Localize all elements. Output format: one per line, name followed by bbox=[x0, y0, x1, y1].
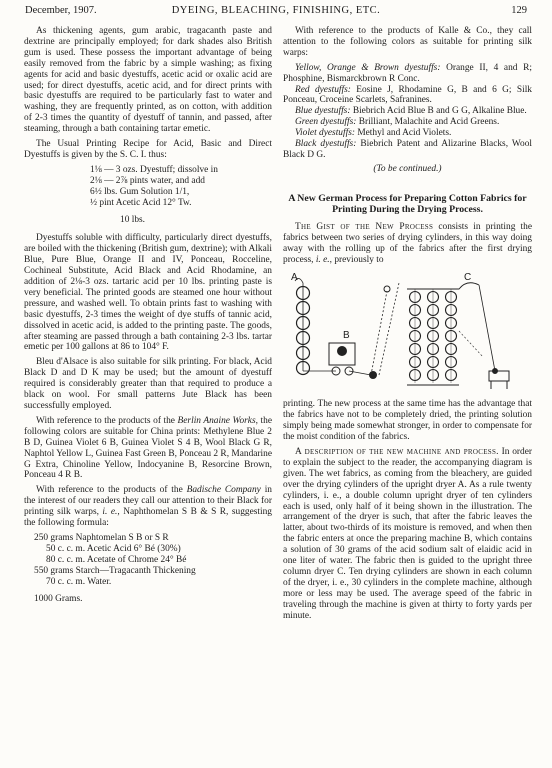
dyestuff-entry bbox=[283, 63, 532, 85]
paragraph-recipe-intro: The Usual Printing Recipe for Acid, Basic and Direct Dyestuffs is given by the S. C. I. thus: bbox=[24, 139, 272, 160]
dyestuff-entry bbox=[283, 106, 532, 117]
dyestuff-text: Brilliant, Malachite and Acid Greens. bbox=[356, 117, 500, 128]
paragraph-thickening: As thickening agents, gum arabic, tragacanth paste and dextrine are principally employed; for dark shades also British gum is used. These possess the important advantage of being easily removed from the fabric by a simple washing; as fixing agents for acid and basic dyestuffs, acetic acid or oxalic acid are used; for direct dyestuffs, acetic acid, and for direct prints with basic dyestuffs are required to be particularly fast to water and washing, they are frequently printed, as on cotton, with addition of 2-3 times the quantity of dyestuff of tannin, and passed, after steaming, through a bath containing tartar emetic. bbox=[24, 26, 272, 135]
fabric-path bbox=[459, 331, 483, 357]
label-c: C bbox=[464, 272, 472, 284]
paragraph-gist bbox=[283, 222, 532, 266]
formula-line: 50 c. c. m. Acetic Acid 6° Bé (30%) bbox=[46, 543, 181, 554]
formula bbox=[34, 533, 272, 604]
formula-line: 550 grams Starch—Tragacanth Thickening bbox=[34, 565, 196, 576]
dyestuff-label: Violet dyestuffs: bbox=[295, 128, 355, 139]
page-number: 129 bbox=[511, 5, 527, 16]
fabric-path bbox=[479, 285, 495, 371]
dyestuff-entry bbox=[283, 85, 532, 107]
text-span: , the following colors are suitable for China prints: Methylene Blue 2 B D, Guinea Violet 6 B, Guinea Violet S 4 B, Wool Black G R, Naphtol Yellow L, Guinea Fast Green B, Ponceau 2 R, Mandarine G Extra, Chinoline Yellow, Indocyanine B, Resorcine Brown, Ponceau 4 R B. bbox=[24, 415, 272, 481]
paragraph-bleu-alsace: Bleu d'Alsace is also suitable for silk printing. For black, Acid Black D and D K may be used; but the amount of dyestuff required is considerably greater than that required to produce a black on wool. For small patterns Jute Black has been successfully employed. bbox=[24, 357, 272, 411]
dyestuff-entry bbox=[283, 117, 532, 128]
dyestuff-text: Biebrich Patent and Alizarine Blacks, Wool Black D G. bbox=[283, 139, 532, 160]
dyestuff-entry bbox=[283, 139, 532, 161]
dyestuff-text: Orange II, 4 and R; Phosphine, Bismarckbrown R Conc. bbox=[283, 62, 532, 84]
paragraph-berlin bbox=[24, 416, 272, 481]
recipe-line: ½ pint Acetic Acid 12° Tw. bbox=[90, 197, 192, 208]
take-up-table bbox=[489, 371, 509, 381]
text-span: With reference to the products of the bbox=[36, 415, 178, 426]
lead-in: The Gist of the New Process bbox=[295, 221, 434, 232]
dyestuff-label: Yellow, Orange & Brown dyestuffs: bbox=[295, 62, 441, 73]
guide-roller bbox=[493, 369, 498, 374]
lead-in: A description of the new machine and process. bbox=[295, 447, 499, 458]
text-span: in the interest of our readers they call our attention to their Black for printing silk warps, bbox=[24, 485, 272, 518]
paragraph-printing: printing. The new process at the same time has the advantage that the fabrics have not to be completely dried, the printing solution simply being made somewhat stronger, in order to compensate for the moist condition of the fabrics. bbox=[283, 399, 532, 443]
diagram-drawing bbox=[283, 271, 532, 395]
recipe-line: 2⅛ — 2⅞ pints water, and add bbox=[90, 175, 205, 186]
fabric-path bbox=[371, 291, 387, 375]
dyestuff-label: Green dyestuffs: bbox=[295, 117, 357, 128]
paragraph-description bbox=[283, 447, 532, 622]
fabric-path bbox=[379, 283, 399, 375]
text-span: , previously to bbox=[329, 254, 384, 265]
formula-line: 80 c. c. m. Acetate of Chrome 24° Bé bbox=[46, 554, 187, 565]
formula-line: 250 grams Naphtomelan S B or S R bbox=[34, 532, 169, 543]
article-title: A New German Process for Preparing Cotton Fabrics for Printing During the Drying Process. bbox=[288, 192, 527, 215]
paragraph-kalle: With reference to the products of Kalle & Co., they call attention to the following colors as suitable for printing silk warps: bbox=[283, 26, 532, 58]
dyestuff-entry bbox=[283, 128, 532, 139]
dyestuff-list bbox=[283, 63, 532, 161]
printing-recipe bbox=[90, 165, 272, 209]
company-name: Berlin Anaine Works bbox=[177, 415, 256, 426]
machine-b-roller bbox=[338, 347, 347, 356]
company-name: Badische Company bbox=[186, 485, 261, 496]
dyestuff-text: Eosine J, Rhodamine G, B and 6 G; Silk Ponceau, Croceine Scarlets, Safranines. bbox=[283, 84, 532, 106]
formula-total: 1000 Grams. bbox=[34, 593, 83, 604]
text-span: i. e. bbox=[102, 507, 118, 518]
machine-diagram bbox=[283, 271, 532, 395]
guide-roller bbox=[370, 372, 377, 379]
dyestuff-label: Red dyestuffs: bbox=[295, 84, 351, 95]
formula-line: 70 c. c. m. Water. bbox=[46, 576, 112, 587]
to-be-continued: (To be continued.) bbox=[373, 163, 442, 174]
label-b: B bbox=[343, 330, 350, 342]
dyestuff-label: Black dyestuffs: bbox=[295, 139, 357, 150]
header-title: DYEING, BLEACHING, FINISHING, ETC. bbox=[171, 5, 381, 16]
text-span: consists in printing the fabrics between two series of drying cylinders, in this way doing away with the rolling up of the fabrics after the first drying process, bbox=[283, 221, 533, 265]
dyestuff-text: Methyl and Acid Violets. bbox=[354, 128, 452, 139]
paragraph-dyestuffs: Dyestuffs soluble with difficulty, particularly direct dyestuffs, are boiled with the thickening (British gum, dextrine); with Alkali Blue, Pure Blue, Orange II and IV, Ponceau, Rocceline, Cochineal Substitute, Acid Black and Acid Rhodamine, an addition of 2⅛-3 ozs. tartaric acid per 10 lbs. printing paste is very beneficial. The printed goods are steamed one hour without pressure, and washed well. To obtain prints fast to washing with basic dyestuffs, 2-3 times the weight of dye stuffs of tannic acid, dissolved in acetic acid, is added to the printing paste. The goods, after steaming are passed through a bath containing 2-3 lbs. tartar emetic per 100 gallons at 86 to 104° F. bbox=[24, 233, 272, 353]
text-span: i. e. bbox=[315, 254, 330, 265]
recipe-total: 10 lbs. bbox=[120, 214, 146, 225]
text-span: In order to explain the subject to the reader, the accompanying diagram is given. The wet fabrics, as coming from the bleachery, are guided over the drying cylinders of the upright dryer A. As a rule twenty cylinders, i. e., a double column upright dryer of ten cylinders each is used, only half of it being shown in the illustration. The arrangement of the dryer is such, that after the fabric leaves the latter, about two-thirds of its moisture is removed, and when then the fabric enters at once the preparing machine B, which contains a solution of 30 grams of the acid sodium salt of elaidic acid in one liter of water. The fabric then is guided to the upright three column dryer C. Ten drying cylinders are shown in each column of the dryer, i. e., 30 cylinders in the complete machine, although more or less may be used. The average speed of the fabric in traveling through the machine is given at thirty to forty yards per minute. bbox=[283, 447, 533, 621]
dyestuff-label: Blue dyestuffs: bbox=[295, 106, 351, 117]
dyestuff-text: Biebrich Acid Blue B and G G, Alkaline Blue. bbox=[350, 106, 527, 117]
paragraph-badische bbox=[24, 485, 272, 529]
left-column bbox=[24, 26, 272, 608]
recipe-line: 6½ lbs. Gum Solution 1/1, bbox=[90, 186, 190, 197]
header-date: December, 1907. bbox=[25, 5, 97, 16]
label-a: A bbox=[291, 272, 298, 284]
text-span: With reference to the products of the bbox=[36, 485, 187, 496]
page-header bbox=[25, 5, 527, 19]
right-column bbox=[283, 26, 532, 626]
text-span: , Naphthomelan S B & S R, suggesting the following formula: bbox=[24, 507, 272, 529]
recipe-line: 1⅛ — 3 ozs. Dyestuff; dissolve in bbox=[90, 164, 218, 175]
